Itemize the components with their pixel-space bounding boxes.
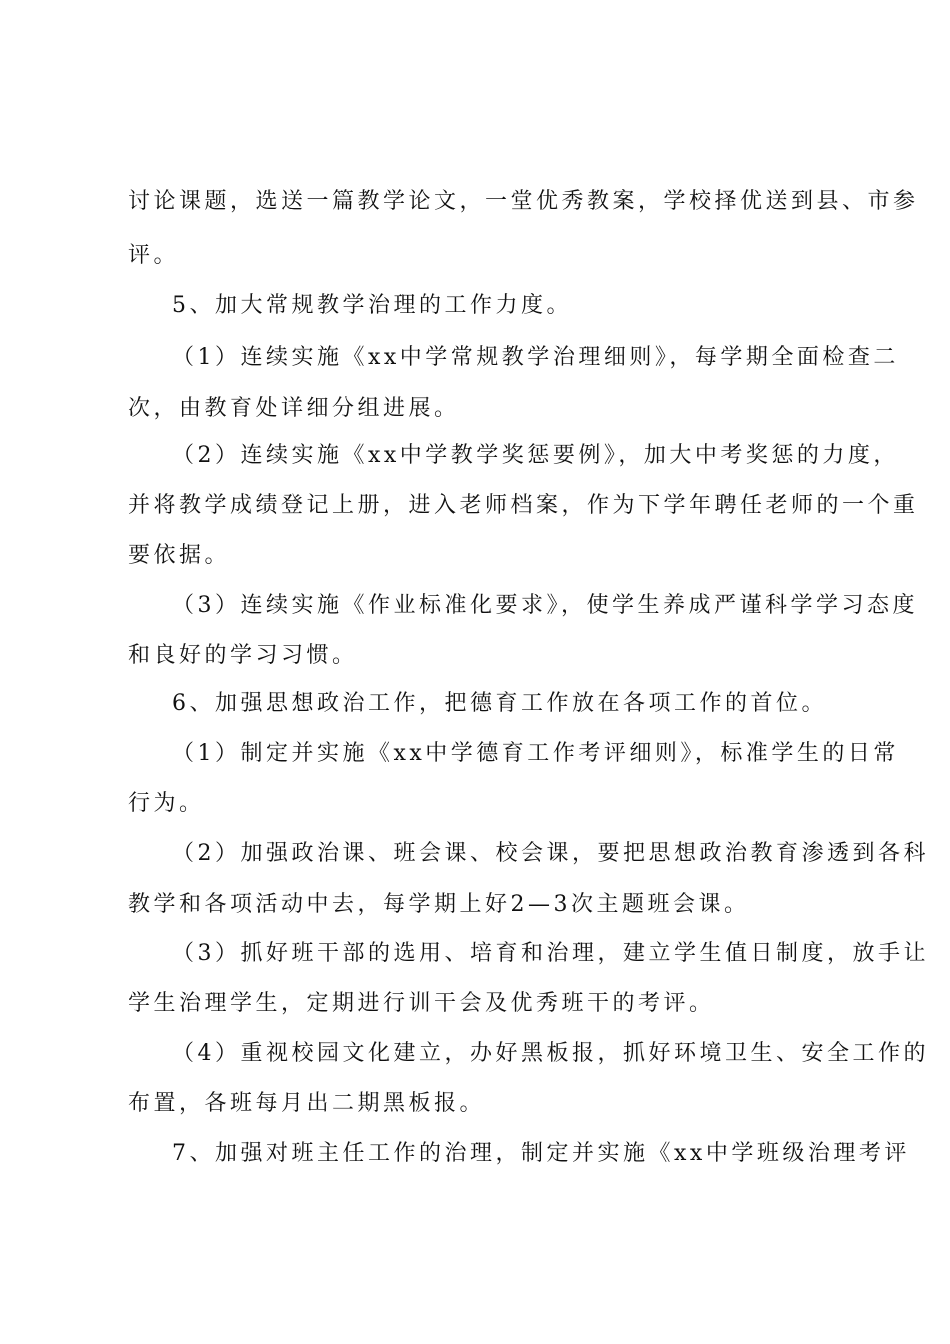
text-line: 行为。	[128, 791, 205, 816]
text-line: （1）制定并实施《xx中学德育工作考评细则》，标准学生的日常	[172, 741, 899, 766]
text-line: （3）抓好班干部的选用、培育和治理，建立学生值日制度，放手让	[172, 941, 929, 966]
text-line: 评。	[128, 243, 180, 268]
text-line: 要依据。	[128, 543, 231, 568]
text-line: （2）连续实施《xx中学教学奖惩要例》，加大中考奖惩的力度，	[172, 443, 899, 468]
text-line: 并将教学成绩登记上册，进入老师档案，作为下学年聘任老师的一个重	[128, 493, 919, 518]
section-heading-6: 6、加强思想政治工作，把德育工作放在各项工作的首位。	[172, 691, 827, 716]
text-line: 讨论课题，选送一篇教学论文，一堂优秀教案，学校择优送到县、市参	[128, 189, 919, 214]
text-line: 和良好的学习习惯。	[128, 643, 358, 668]
text-line: 学生治理学生，定期进行训干会及优秀班干的考评。	[128, 991, 715, 1016]
section-heading-5: 5、加大常规教学治理的工作力度。	[172, 293, 572, 318]
section-heading-7: 7、加强对班主任工作的治理，制定并实施《xx中学班级治理考评	[172, 1141, 910, 1166]
text-line: （4）重视校园文化建立，办好黑板报，抓好环境卫生、安全工作的	[172, 1041, 929, 1066]
text-line: （2）加强政治课、班会课、校会课，要把思想政治教育渗透到各科	[172, 841, 929, 866]
text-line: 布置，各班每月出二期黑板报。	[128, 1091, 486, 1116]
text-line: 次，由教育处详细分组进展。	[128, 396, 460, 421]
text-line: 教学和各项活动中去，每学期上好2—3次主题班会课。	[128, 892, 750, 917]
text-line: （3）连续实施《作业标准化要求》，使学生养成严谨科学学习态度	[172, 593, 918, 618]
text-line: （1）连续实施《xx中学常规教学治理细则》，每学期全面检查二	[172, 345, 899, 370]
